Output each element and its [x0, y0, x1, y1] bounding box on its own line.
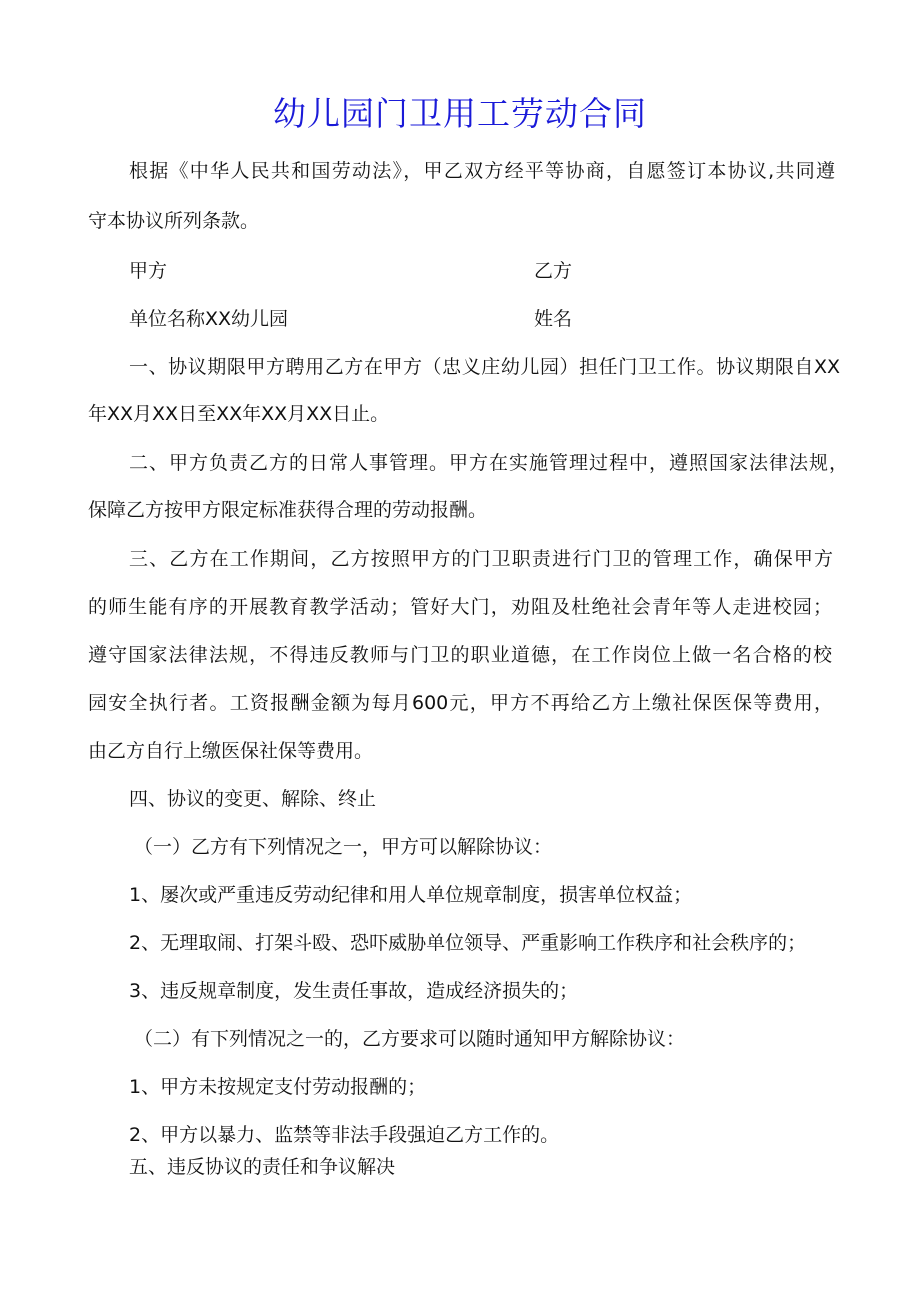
- clause-4-sub-2-item-2: 2、甲方以暴力、监禁等非法手段强迫乙方工作的。: [129, 1124, 560, 1146]
- intro-line-1: 根据《中华人民共和国劳动法》，甲乙双方经平等协商，自愿签订本协议,共同遵: [129, 160, 835, 182]
- document-title: 幼儿园门卫用工劳动合同: [273, 94, 647, 133]
- name-label: 姓名: [534, 308, 573, 330]
- clause-3-line-1: 三、乙方在工作期间，乙方按照甲方的门卫职责进行门卫的管理工作，确保甲方: [129, 548, 833, 570]
- clause-4-sub-1-item-3: 3、违反规章制度，发生责任事故，造成经济损失的；: [129, 980, 579, 1002]
- clause-4-sub-1-item-2: 2、无理取闹、打架斗殴、恐吓威胁单位领导、严重影响工作秩序和社会秩序的；: [129, 932, 807, 954]
- unit-name-label: 单位名称XX幼儿园: [129, 308, 289, 330]
- clause-2-line-1: 二、甲方负责乙方的日常人事管理。甲方在实施管理过程中，遵照国家法律法规，: [129, 452, 848, 474]
- party-b-label: 乙方: [534, 260, 573, 282]
- clause-4-sub-2-item-1: 1、甲方未按规定支付劳动报酬的；: [129, 1076, 427, 1098]
- clause-4-heading: 四、协议的变更、解除、终止: [129, 788, 377, 810]
- party-a-label: 甲方: [129, 260, 168, 282]
- clause-2-line-2: 保障乙方按甲方限定标准获得合理的劳动报酬。: [88, 499, 488, 521]
- clause-5-heading: 五、违反协议的责任和争议解决: [129, 1156, 396, 1178]
- clause-4-sub-1-item-1: 1、屡次或严重违反劳动纪律和用人单位规章制度，损害单位权益；: [129, 884, 693, 906]
- intro-line-2: 守本协议所列条款。: [88, 210, 260, 232]
- clause-3-line-2: 的师生能有序的开展教育教学活动；管好大门，劝阻及杜绝社会青年等人走进校园；: [88, 596, 832, 618]
- clause-3-line-3: 遵守国家法律法规，不得违反教师与门卫的职业道德，在工作岗位上做一名合格的校: [88, 644, 832, 666]
- clause-3-line-5: 由乙方自行上缴医保社保等费用。: [88, 740, 374, 762]
- clause-3-line-4: 园安全执行者。工资报酬金额为每月600元，甲方不再给乙方上缴社保医保等费用，: [88, 692, 833, 714]
- clause-1-line-2: 年XX月XX日至XX年XX月XX日止。: [88, 403, 390, 425]
- clause-4-sub-1: （一）乙方有下列情况之一，甲方可以解除协议：: [134, 836, 553, 858]
- clause-1-line-1: 一、协议期限甲方聘用乙方在甲方（忠义庄幼儿园）担任门卫工作。协议期限自XX: [129, 356, 840, 378]
- clause-4-sub-2: （二）有下列情况之一的，乙方要求可以随时通知甲方解除协议：: [134, 1028, 686, 1050]
